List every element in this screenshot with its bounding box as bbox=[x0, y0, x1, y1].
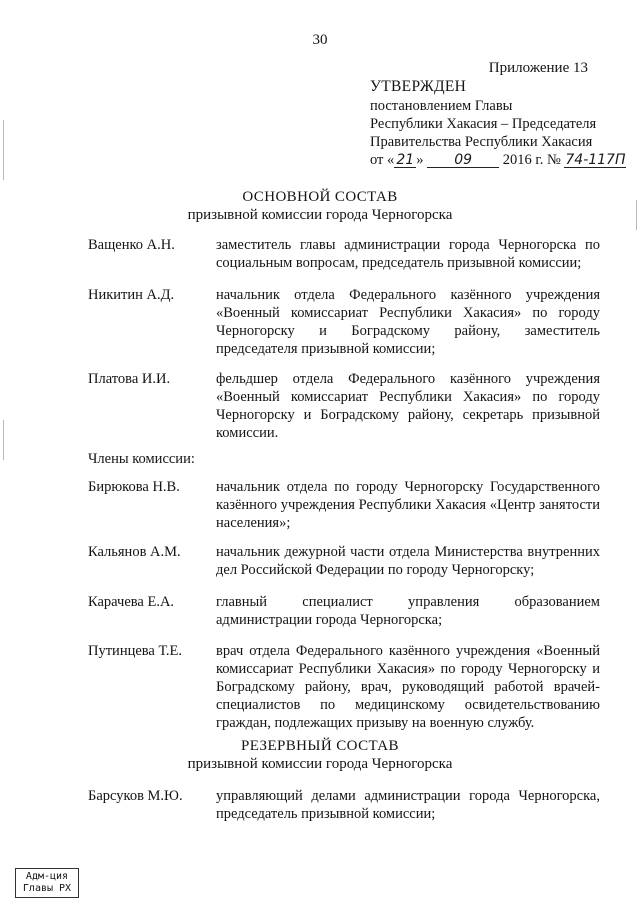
list-item bbox=[88, 642, 600, 732]
person-role: начальник отдела по городу Черногорску Государственного казённого учреждения Республики Хакасия «Центр занятости населения»; bbox=[216, 479, 600, 531]
appendix-label: Приложение 13 bbox=[488, 60, 588, 76]
members-label: Члены комиссии: bbox=[88, 451, 195, 467]
person-role: главный специалист управления образованием администрации города Черногорска; bbox=[216, 594, 600, 628]
scan-artifact bbox=[3, 420, 4, 460]
list-item bbox=[88, 286, 600, 358]
person-name: Ващенко А.Н. bbox=[88, 237, 175, 253]
person-name: Барсуков М.Ю. bbox=[88, 788, 183, 804]
date-year-text: 2016 г. № bbox=[502, 152, 561, 168]
page-number: 30 bbox=[312, 32, 328, 48]
approval-line-3: Правительства Республики Хакасия bbox=[370, 134, 593, 150]
approval-line-1: постановлением Главы bbox=[370, 98, 513, 114]
person-name: Карачева Е.А. bbox=[88, 594, 175, 610]
person-role: заместитель главы администрации города Черногорска по социальным вопросам, председатель призывной комиссии; bbox=[216, 237, 600, 271]
date-mid: » bbox=[416, 152, 424, 168]
person-role: врач отдела Федерального казённого учреждения «Военный комиссариат Республики Хакасия» по городу Черногорску и Боградскому району, врач, руководящий работой врачей-специалистов по медицинскому освидетельствованию граждан, подлежащих призыву на военную службу. bbox=[216, 643, 600, 731]
person-role: начальник дежурной части отдела Министерства внутренних дел Российской Федерации по городу Черногорску; bbox=[216, 544, 600, 578]
scan-artifact bbox=[636, 200, 637, 230]
person-name: Кальянов А.М. bbox=[88, 544, 181, 560]
main-section-subtitle: призывной комиссии города Черногорска bbox=[187, 207, 453, 223]
list-item bbox=[88, 787, 600, 823]
person-name: Никитин А.Д. bbox=[88, 287, 175, 303]
list-item bbox=[88, 593, 600, 629]
main-section-title: ОСНОВНОЙ СОСТАВ bbox=[242, 189, 398, 205]
list-item bbox=[88, 370, 600, 442]
person-name: Бирюкова Н.В. bbox=[88, 479, 180, 495]
decree-number: 74-117П bbox=[565, 152, 626, 168]
date-month: 09 bbox=[427, 153, 499, 168]
scan-artifact bbox=[3, 120, 4, 180]
office-stamp bbox=[15, 868, 79, 898]
person-role: начальник отдела Федерального казённого учреждения «Военный комиссариат Республики Хакасия» по городу Черногорску и Боградскому району, заместитель председателя призывной комиссии; bbox=[216, 287, 600, 357]
person-name: Платова И.И. bbox=[88, 371, 171, 387]
list-item bbox=[88, 236, 600, 272]
main-section-heading bbox=[0, 188, 640, 224]
list-item bbox=[88, 478, 600, 532]
reserve-section-subtitle: призывной комиссии города Черногорска bbox=[187, 756, 453, 772]
person-name: Путинцева Т.Е. bbox=[88, 643, 183, 659]
stamp-line-2: Главы РХ bbox=[22, 883, 72, 894]
person-role: управляющий делами администрации города Черногорска, председатель призывной комиссии; bbox=[216, 788, 600, 822]
stamp-line-1: Адм-ция bbox=[25, 871, 69, 882]
list-item bbox=[88, 543, 600, 579]
approval-block bbox=[370, 78, 626, 169]
approval-line-2: Республики Хакасия – Председателя bbox=[370, 116, 597, 132]
date-prefix: от « bbox=[370, 152, 395, 168]
person-role: фельдшер отдела Федерального казённого учреждения «Военный комиссариат Республики Хакасия» по городу Черногорску и Боградскому району, секретарь призывной комиссии. bbox=[216, 371, 600, 441]
reserve-section-heading bbox=[0, 737, 640, 773]
approved-heading: УТВЕРЖДЕН bbox=[370, 78, 467, 95]
approval-date-line bbox=[370, 151, 626, 169]
reserve-section-title: РЕЗЕРВНЫЙ СОСТАВ bbox=[241, 738, 399, 754]
date-day: 21 bbox=[394, 153, 416, 168]
